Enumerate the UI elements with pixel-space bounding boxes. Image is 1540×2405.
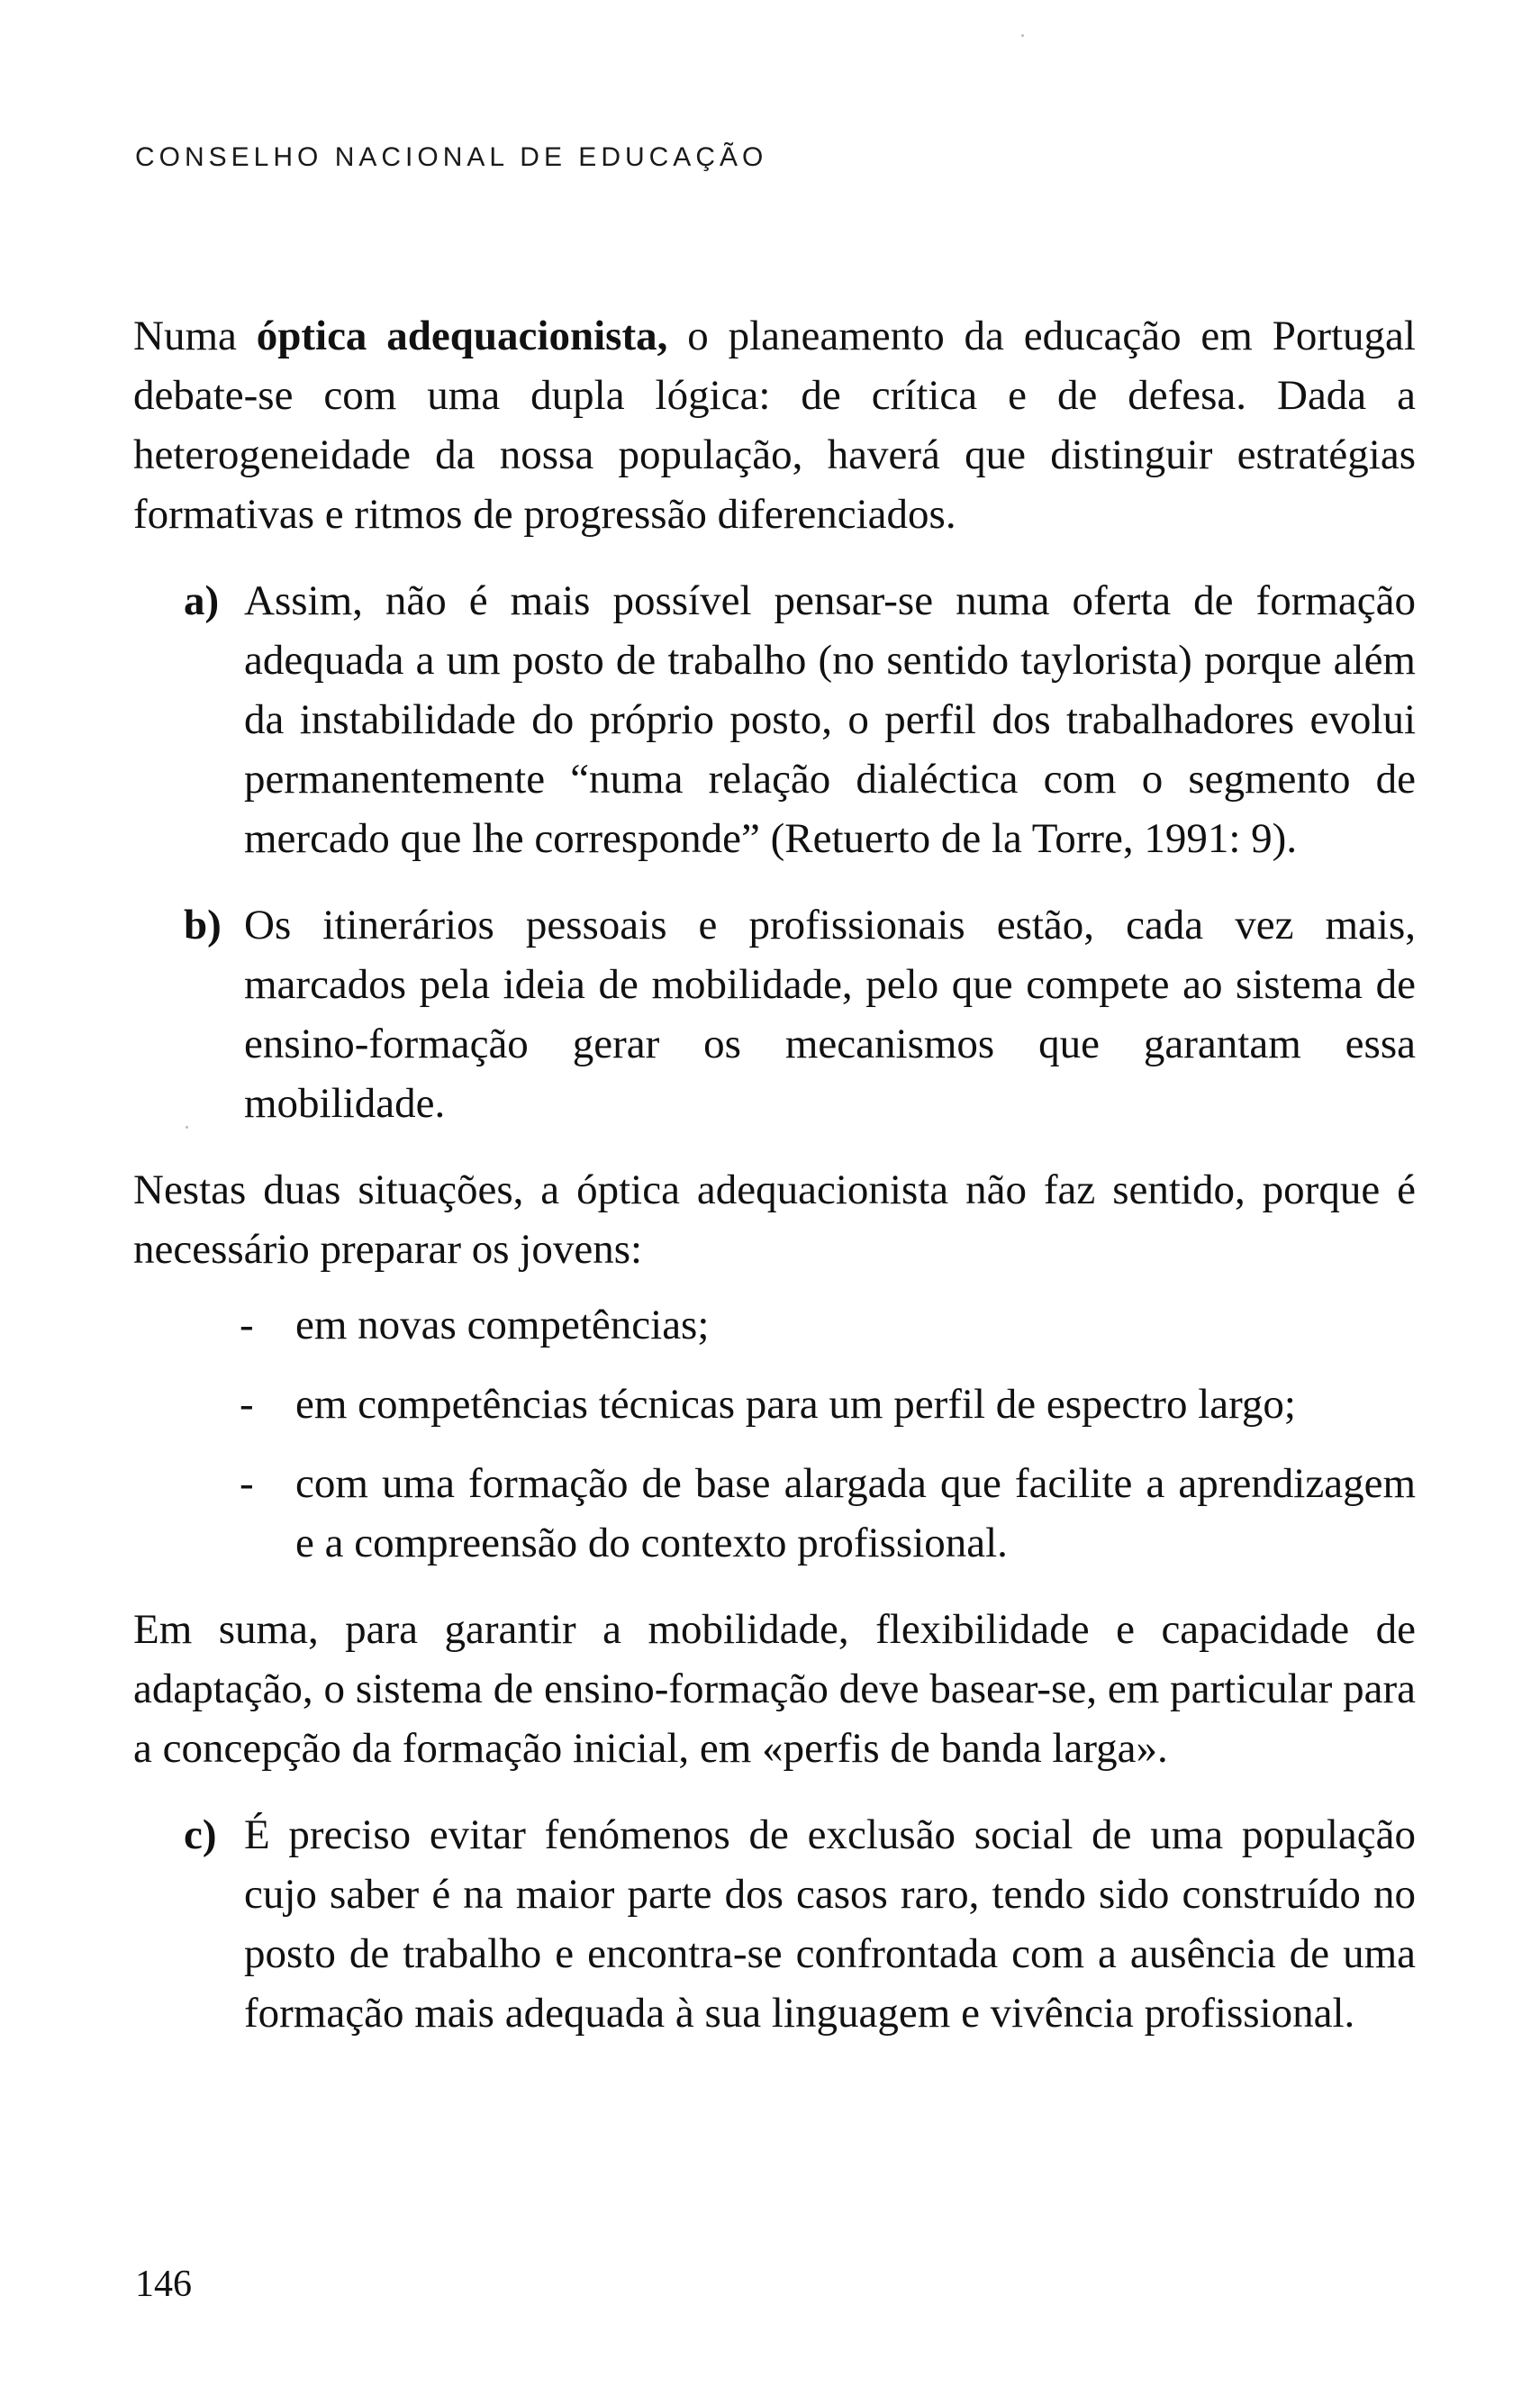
summary-paragraph: Em suma, para garantir a mobilidade, flexibilidade e capacidade de adaptação, o sistema de ensino-formação deve basear-se, em particular para a concepção da formação inicial, em «perfis de banda larga». [133,1606,1416,1772]
body-text [133,306,1416,2070]
item-b-marker: b) [184,902,222,948]
item-c [133,1805,1416,2043]
intro-rest: o planeamento da educação em Portugal debate-se com uma dupla lógica: de crítica e de defesa. Dada a heterogeneidade da nossa população, haverá que distinguir estratégias formativas e ritmos de progressão diferenciados. [133,313,1416,538]
dash-bullet: - [240,1460,254,1507]
intro-bold-term: óptica adequacionista, [256,313,668,359]
item-a-marker: a) [184,577,220,624]
dash-bullet: - [240,1302,254,1348]
list-item [133,1375,1416,1434]
list-item-text: em novas competências; [295,1302,710,1348]
dash-bullet: - [240,1381,254,1428]
list-item [133,1295,1416,1355]
page-number: 146 [135,2264,192,2305]
item-a [133,571,1416,868]
situations-paragraph: Nestas duas situações, a óptica adequacionista não faz sentido, porque é necessário preparar os jovens: [133,1166,1416,1273]
running-header: CONSELHO NACIONAL DE EDUCAÇÃO [135,142,768,172]
list-item [133,1454,1416,1573]
competences-list [133,1295,1416,1573]
item-a-text: Assim, não é mais possível pensar-se numa oferta de formação adequada a um posto de trabalho (no sentido taylorista) porque além da instabilidade do próprio posto, o perfil dos trabalhadores evolui permanentemente “numa relação dialéctica com o segmento de mercado que lhe corresponde” (Retuerto de la Torre, 1991: 9). [244,577,1416,862]
scan-speck [186,1126,188,1129]
intro-paragraph [133,306,1416,544]
item-b [133,895,1416,1133]
list-item-text: com uma formação de base alargada que facilite a aprendizagem e a compreensão do contexto profissional. [295,1460,1416,1566]
item-b-text: Os itinerários pessoais e profissionais estão, cada vez mais, marcados pela ideia de mobilidade, pelo que compete ao sistema de ensino-formação gerar os mecanismos que garantam essa mobilidade. [244,902,1416,1127]
intro-lead: Numa [133,313,257,359]
list-item-text: em competências técnicas para um perfil de espectro largo; [295,1381,1296,1428]
item-c-text: É preciso evitar fenómenos de exclusão social de uma população cujo saber é na maior parte dos casos raro, tendo sido construído no posto de trabalho e encontra-se confrontada com a ausência de uma formação mais adequada à sua linguagem e vivência profissional. [244,1811,1416,2037]
item-c-marker: c) [184,1811,217,1858]
scan-speck [1021,34,1024,37]
